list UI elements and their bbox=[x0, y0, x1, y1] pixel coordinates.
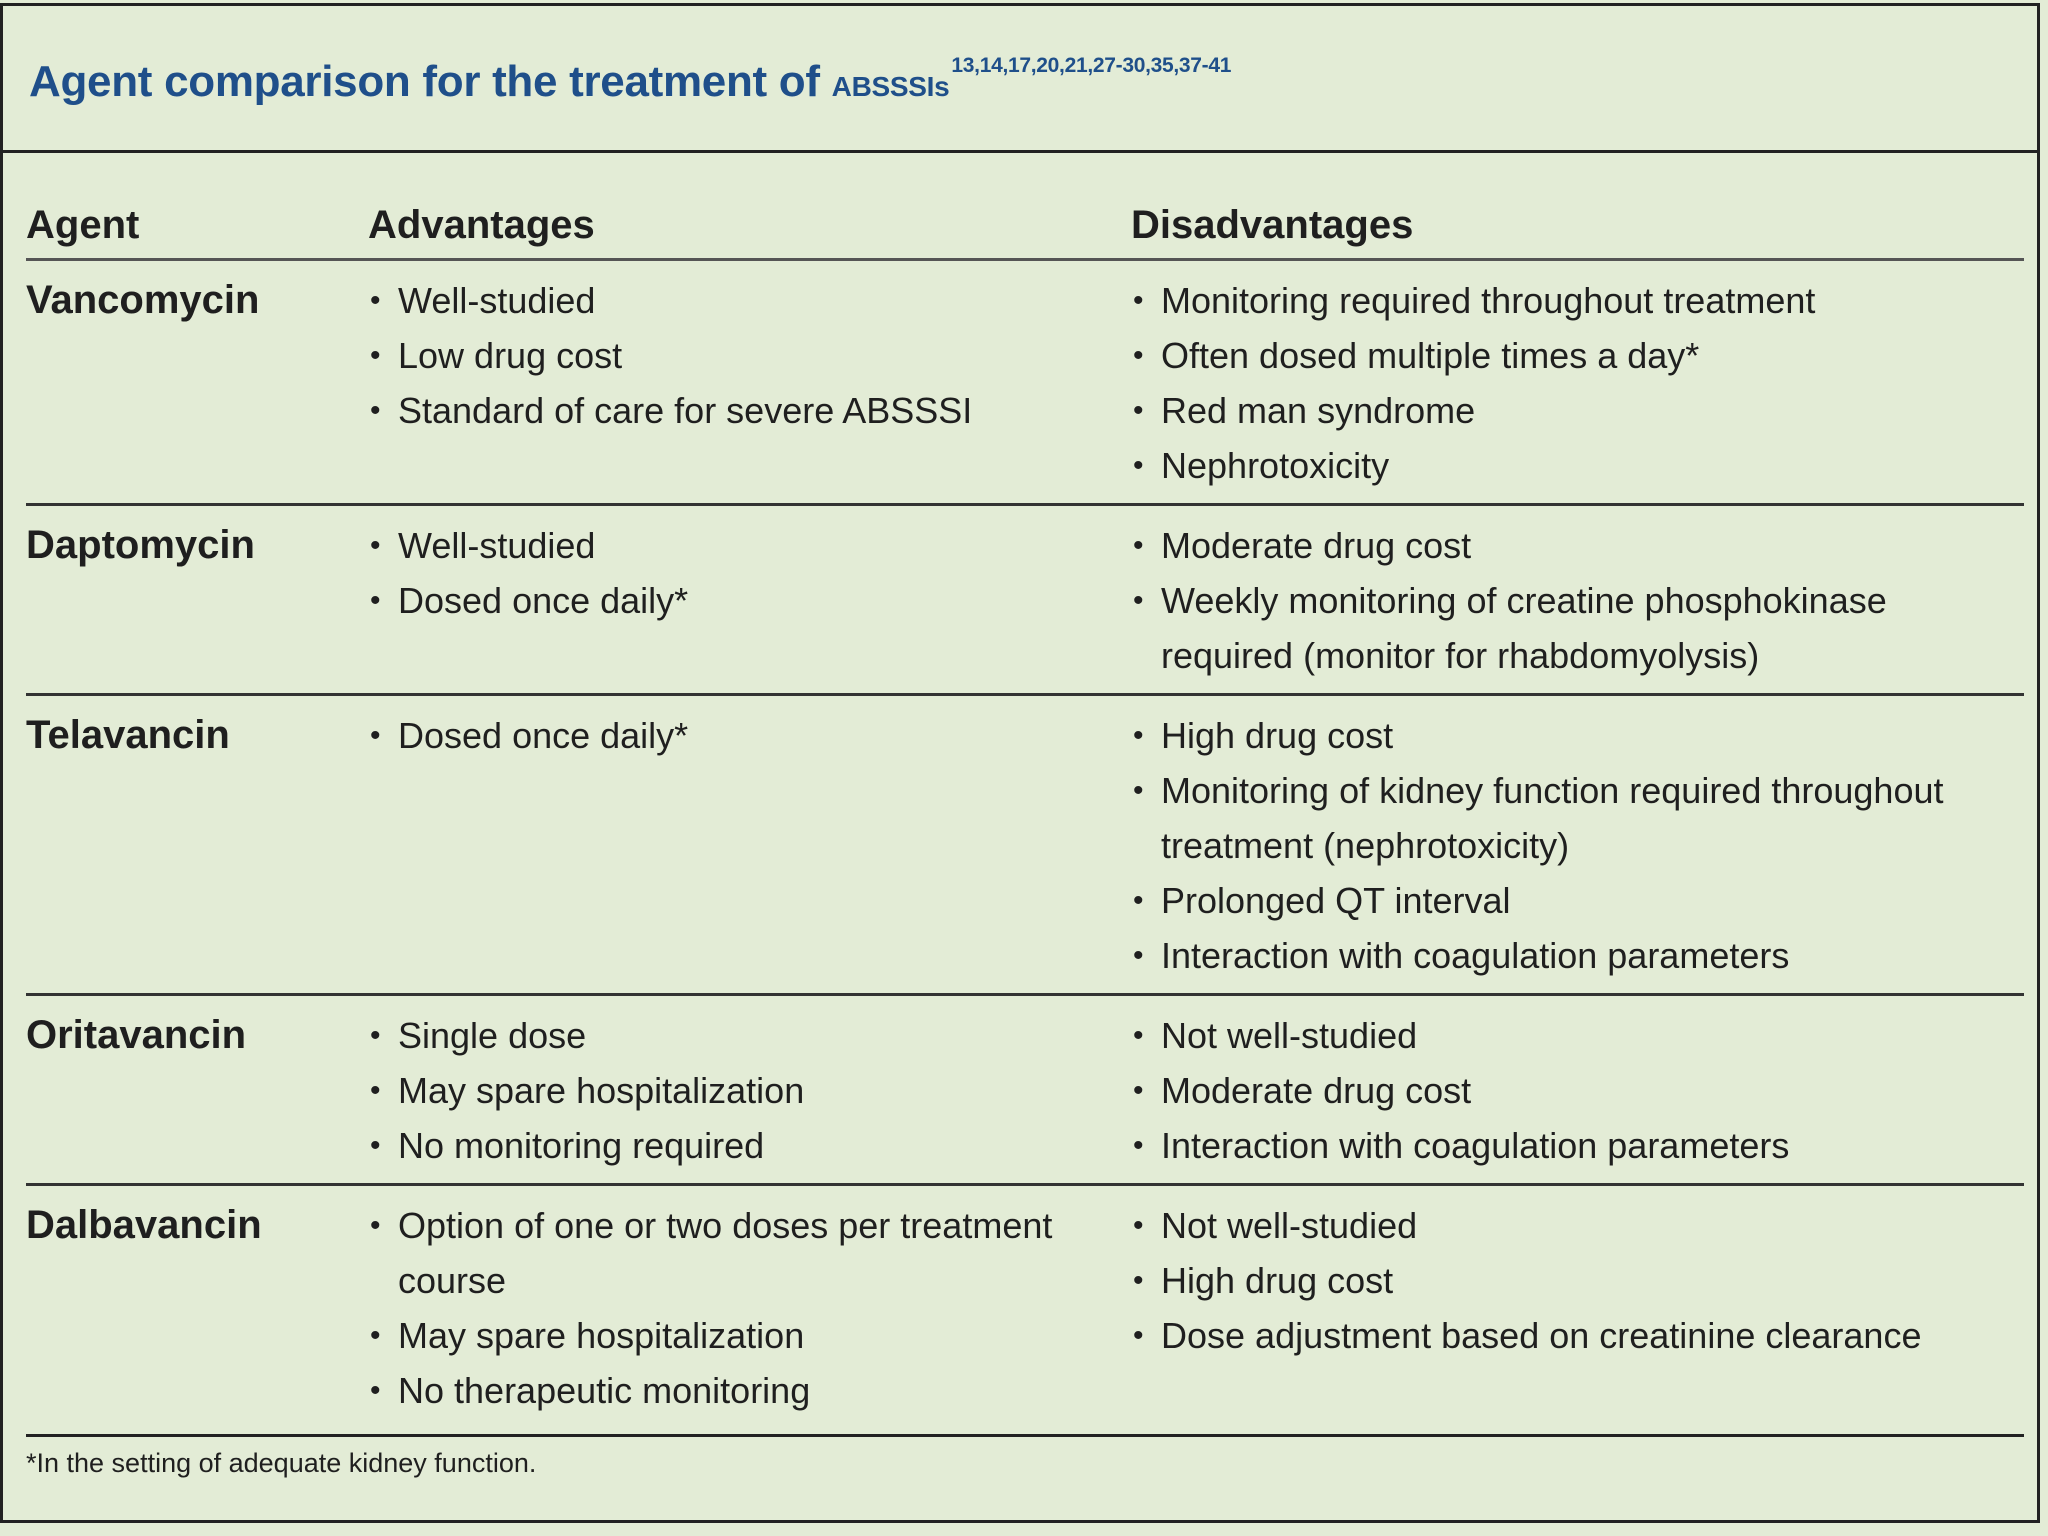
advantages-list bbox=[368, 708, 1131, 763]
agent-name: Dalbavancin bbox=[26, 1185, 368, 1436]
advantages-cell bbox=[368, 505, 1131, 695]
agent-name: Oritavancin bbox=[26, 995, 368, 1185]
advantages-cell bbox=[368, 1185, 1131, 1436]
advantage-item: • Low drug cost bbox=[368, 328, 1131, 383]
advantage-item: • Option of one or two doses per treatment course bbox=[368, 1198, 1131, 1308]
advantages-list bbox=[368, 518, 1131, 628]
table-row bbox=[26, 260, 2024, 505]
advantage-item: • No therapeutic monitoring bbox=[368, 1363, 1131, 1418]
advantage-item: • Dosed once daily* bbox=[368, 708, 1131, 763]
advantage-item: • No monitoring required bbox=[368, 1118, 1131, 1173]
header-advantages: Advantages bbox=[368, 185, 1131, 260]
advantages-cell bbox=[368, 695, 1131, 995]
disadvantage-item: • Not well-studied bbox=[1131, 1008, 2024, 1063]
advantages-list bbox=[368, 273, 1131, 438]
comparison-table bbox=[26, 185, 2024, 1437]
disadvantage-item: • Nephrotoxicity bbox=[1131, 438, 2024, 493]
title-abbr: ABSSSIs bbox=[831, 71, 950, 102]
advantage-item: • Well-studied bbox=[368, 518, 1131, 573]
disadvantage-item: • Moderate drug cost bbox=[1131, 1063, 2024, 1118]
disadvantage-item: • Red man syndrome bbox=[1131, 383, 2024, 438]
advantage-item: • Single dose bbox=[368, 1008, 1131, 1063]
disadvantages-cell bbox=[1131, 695, 2024, 995]
disadvantages-cell bbox=[1131, 260, 2024, 505]
disadvantages-list bbox=[1131, 1008, 2024, 1173]
header-agent: Agent bbox=[26, 185, 368, 260]
advantages-cell bbox=[368, 260, 1131, 505]
disadvantages-list bbox=[1131, 708, 2024, 983]
table-body bbox=[26, 260, 2024, 1436]
advantage-item: • May spare hospitalization bbox=[368, 1308, 1131, 1363]
disadvantage-item: • Often dosed multiple times a day* bbox=[1131, 328, 2024, 383]
disadvantage-item: • Interaction with coagulation parameters bbox=[1131, 928, 2024, 983]
disadvantage-item: • Interaction with coagulation parameters bbox=[1131, 1118, 2024, 1173]
disadvantage-item: • Dose adjustment based on creatinine clearance bbox=[1131, 1308, 2024, 1363]
disadvantage-item: • High drug cost bbox=[1131, 1253, 2024, 1308]
disadvantage-item: • Weekly monitoring of creatine phosphokinase required (monitor for rhabdomyolysis) bbox=[1131, 573, 2024, 683]
disadvantages-list bbox=[1131, 518, 2024, 683]
disadvantages-cell bbox=[1131, 995, 2024, 1185]
advantages-cell bbox=[368, 995, 1131, 1185]
advantages-list bbox=[368, 1198, 1131, 1418]
title-references: 13,14,17,20,21,27-30,35,37-41 bbox=[951, 54, 1232, 77]
table-row bbox=[26, 995, 2024, 1185]
disadvantage-item: • High drug cost bbox=[1131, 708, 2024, 763]
disadvantage-item: • Monitoring of kidney function required throughout treatment (nephrotoxicity) bbox=[1131, 763, 2024, 873]
header-row bbox=[26, 185, 2024, 260]
title-bar bbox=[3, 6, 2037, 153]
agent-name: Daptomycin bbox=[26, 505, 368, 695]
footnote: *In the setting of adequate kidney function. bbox=[26, 1448, 537, 1478]
disadvantage-item: • Prolonged QT interval bbox=[1131, 873, 2024, 928]
advantage-item: • May spare hospitalization bbox=[368, 1063, 1131, 1118]
agent-name: Telavancin bbox=[26, 695, 368, 995]
disadvantages-list bbox=[1131, 273, 2024, 493]
disadvantages-cell bbox=[1131, 505, 2024, 695]
disadvantage-item: • Monitoring required throughout treatment bbox=[1131, 273, 2024, 328]
advantages-list bbox=[368, 1008, 1131, 1173]
table-row bbox=[26, 1185, 2024, 1436]
agent-name: Vancomycin bbox=[26, 260, 368, 505]
disadvantages-list bbox=[1131, 1198, 2024, 1363]
title-main: Agent comparison for the treatment of bbox=[29, 57, 832, 106]
table-row bbox=[26, 695, 2024, 995]
disadvantages-cell bbox=[1131, 1185, 2024, 1436]
advantage-item: • Dosed once daily* bbox=[368, 573, 1131, 628]
advantage-item: • Well-studied bbox=[368, 273, 1131, 328]
table-row bbox=[26, 505, 2024, 695]
disadvantage-item: • Not well-studied bbox=[1131, 1198, 2024, 1253]
page-title bbox=[29, 54, 2037, 107]
header-disadvantages: Disadvantages bbox=[1131, 185, 2024, 260]
disadvantage-item: • Moderate drug cost bbox=[1131, 518, 2024, 573]
advantage-item: • Standard of care for severe ABSSSI bbox=[368, 383, 1131, 438]
